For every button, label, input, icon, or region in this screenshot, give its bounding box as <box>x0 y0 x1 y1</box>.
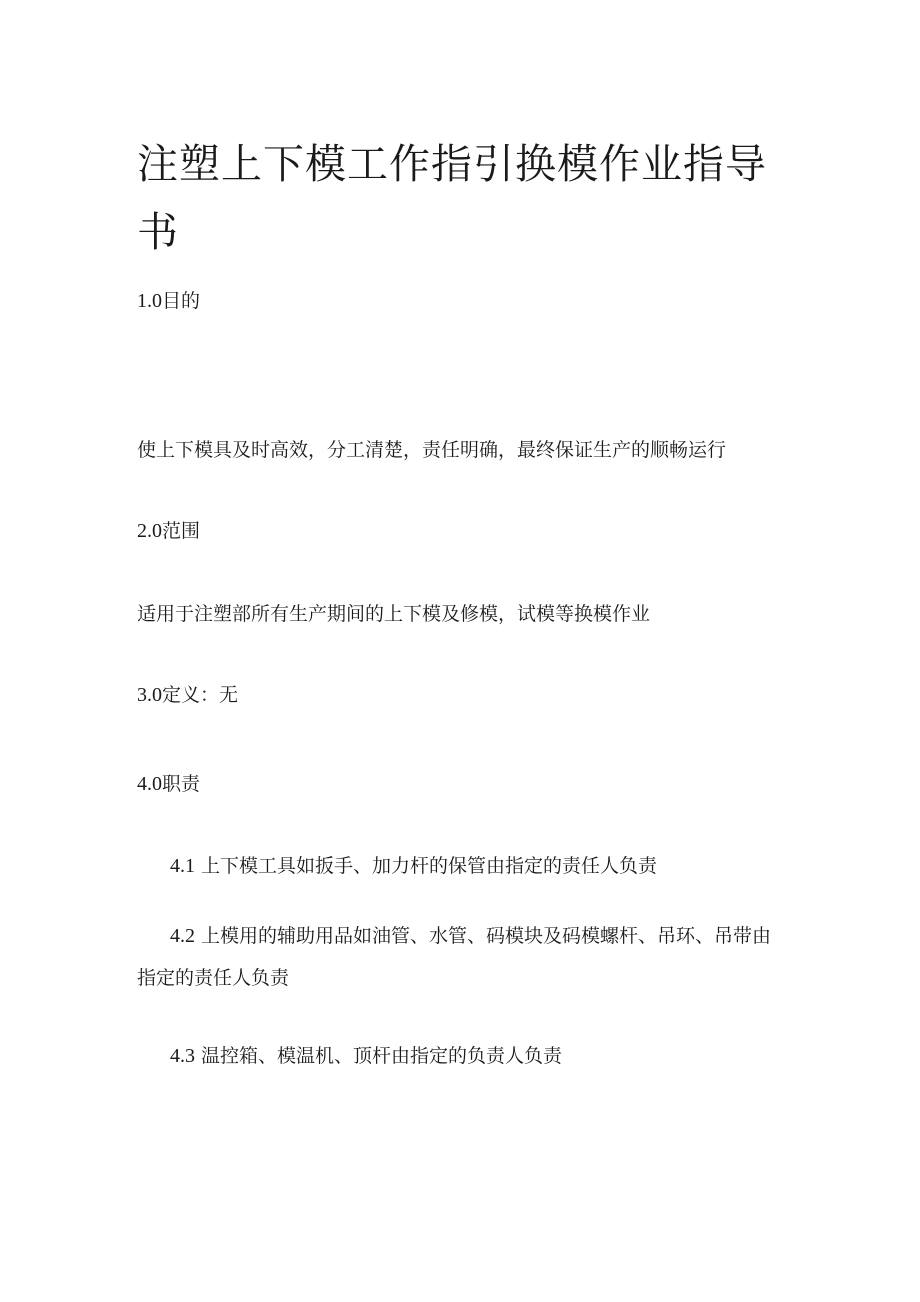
item-number: 4.2 <box>170 925 195 947</box>
section-number: 2.0 <box>137 520 162 542</box>
section-4-heading <box>137 769 200 799</box>
section-3-heading <box>137 680 238 710</box>
document-title: 注塑上下模工作指引换模作业指导书 <box>137 140 767 256</box>
section-heading-text: 范围 <box>162 520 201 542</box>
section-2-heading <box>137 516 200 546</box>
item-text: 温控箱、模温机、顶杆由指定的负责人负责 <box>201 1045 563 1067</box>
section-heading-text: 目的 <box>162 290 201 312</box>
item-4-3 <box>170 1041 562 1071</box>
section-heading-text: 定义：无 <box>162 684 239 706</box>
section-1-heading <box>137 286 200 316</box>
section-number: 3.0 <box>137 684 162 706</box>
item-4-1 <box>170 851 657 881</box>
item-text: 上下模工具如扳手、加力杆的保管由指定的责任人负责 <box>201 855 658 877</box>
section-heading-text: 职责 <box>162 773 201 795</box>
item-4-2 <box>137 915 787 999</box>
item-number: 4.1 <box>170 855 195 877</box>
section-1-body: 使上下模具及时高效，分工清楚，责任明确，最终保证生产的顺畅运行 <box>137 439 727 461</box>
section-number: 4.0 <box>137 773 162 795</box>
section-number: 1.0 <box>137 290 162 312</box>
item-number: 4.3 <box>170 1045 195 1067</box>
section-2-body: 适用于注塑部所有生产期间的上下模及修模，试模等换模作业 <box>137 603 651 625</box>
item-text: 上模用的辅助用品如油管、水管、码模块及码模螺杆、吊环、吊带由指定的责任人负责 <box>137 925 772 989</box>
